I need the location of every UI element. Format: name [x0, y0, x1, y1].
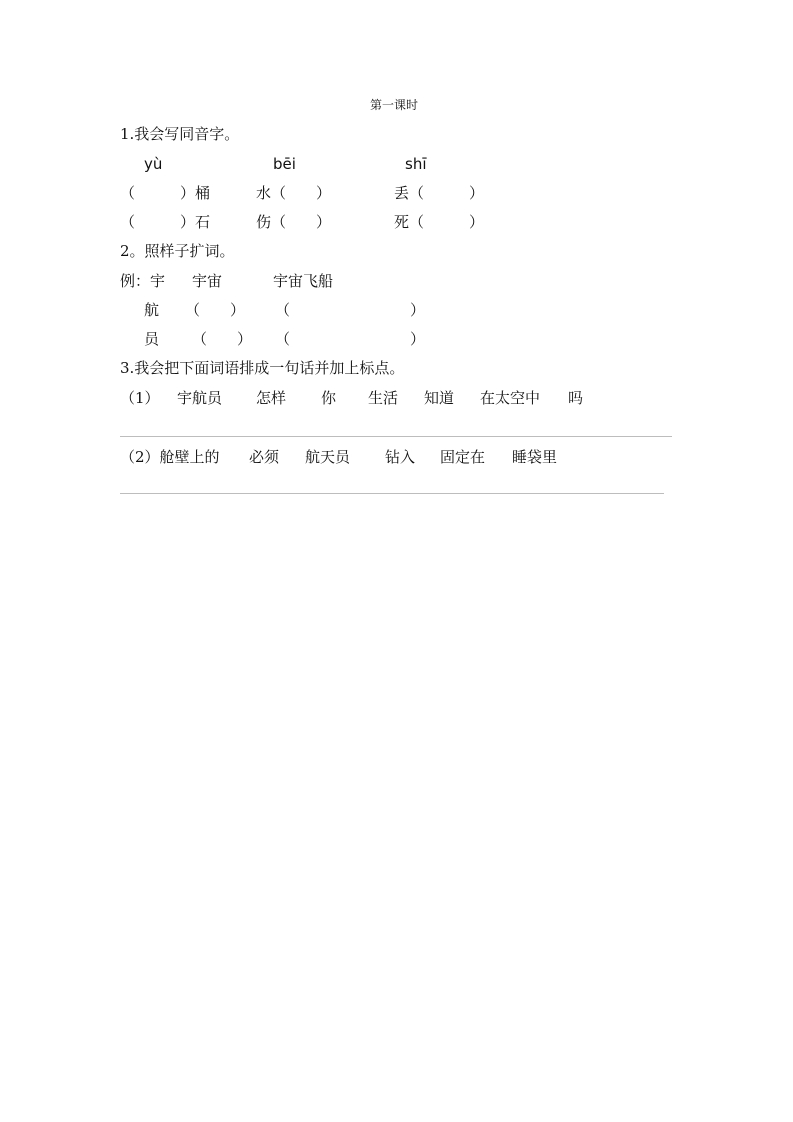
q3-item2-word-3: 钻入	[385, 448, 416, 466]
q2-row1-blank2: （ ）	[275, 301, 426, 319]
q2-example-word: 宇宙	[192, 272, 223, 290]
q3-item2-lead: （2）舱壁上的	[120, 448, 220, 466]
q1-pinyin-2: bēi	[273, 155, 296, 173]
q3-item1-word-4: 生活	[368, 389, 399, 407]
q3-item2-word-5: 睡袋里	[512, 448, 558, 466]
q3-item1-word-5: 知道	[424, 389, 455, 407]
q3-item1-word-3: 你	[321, 389, 337, 407]
q1-pinyin-3: shī	[405, 155, 427, 173]
q3-item1-word-1: 宇航员	[177, 389, 223, 407]
q3-item1-word-6: 在太空中	[480, 389, 541, 407]
q2-row2-blank1: （ ）	[192, 330, 253, 348]
q1-row2-item1: （ ）石	[120, 213, 211, 231]
q1-pinyin-1: yù	[144, 155, 163, 173]
q2-row2-blank2: （ ）	[275, 330, 426, 348]
q2-example-phrase: 宇宙飞船	[273, 272, 334, 290]
q3-heading: 3.我会把下面词语排成一句话并加上标点。	[120, 359, 405, 377]
answer-line-1	[120, 436, 672, 437]
q1-row1-item1: （ ）桶	[120, 184, 211, 202]
q2-row1-blank1: （ ）	[185, 301, 246, 319]
q3-item2-word-1: 必须	[249, 448, 280, 466]
q2-example-label: 例：宇	[120, 272, 166, 290]
q1-row1-item3: 丢（ ）	[394, 184, 485, 202]
q2-row2-char: 员	[144, 330, 160, 348]
q1-heading: 1.我会写同音字。	[120, 125, 240, 143]
q3-item2-word-4: 固定在	[440, 448, 486, 466]
q1-row2-item3: 死（ ）	[394, 213, 485, 231]
lesson-title: 第一课时	[370, 98, 419, 112]
q3-item1-word-2: 怎样	[256, 389, 287, 407]
q2-heading: 2。照样子扩词。	[120, 242, 235, 260]
q1-row2-item2: 伤（ ）	[256, 213, 332, 231]
answer-line-2	[120, 493, 664, 494]
q1-row1-item2: 水（ ）	[256, 184, 332, 202]
q2-row1-char: 航	[144, 301, 160, 319]
q3-item1-number: （1）	[120, 389, 160, 407]
q3-item1-word-7: 吗	[568, 389, 584, 407]
q3-item2-word-2: 航天员	[305, 448, 351, 466]
